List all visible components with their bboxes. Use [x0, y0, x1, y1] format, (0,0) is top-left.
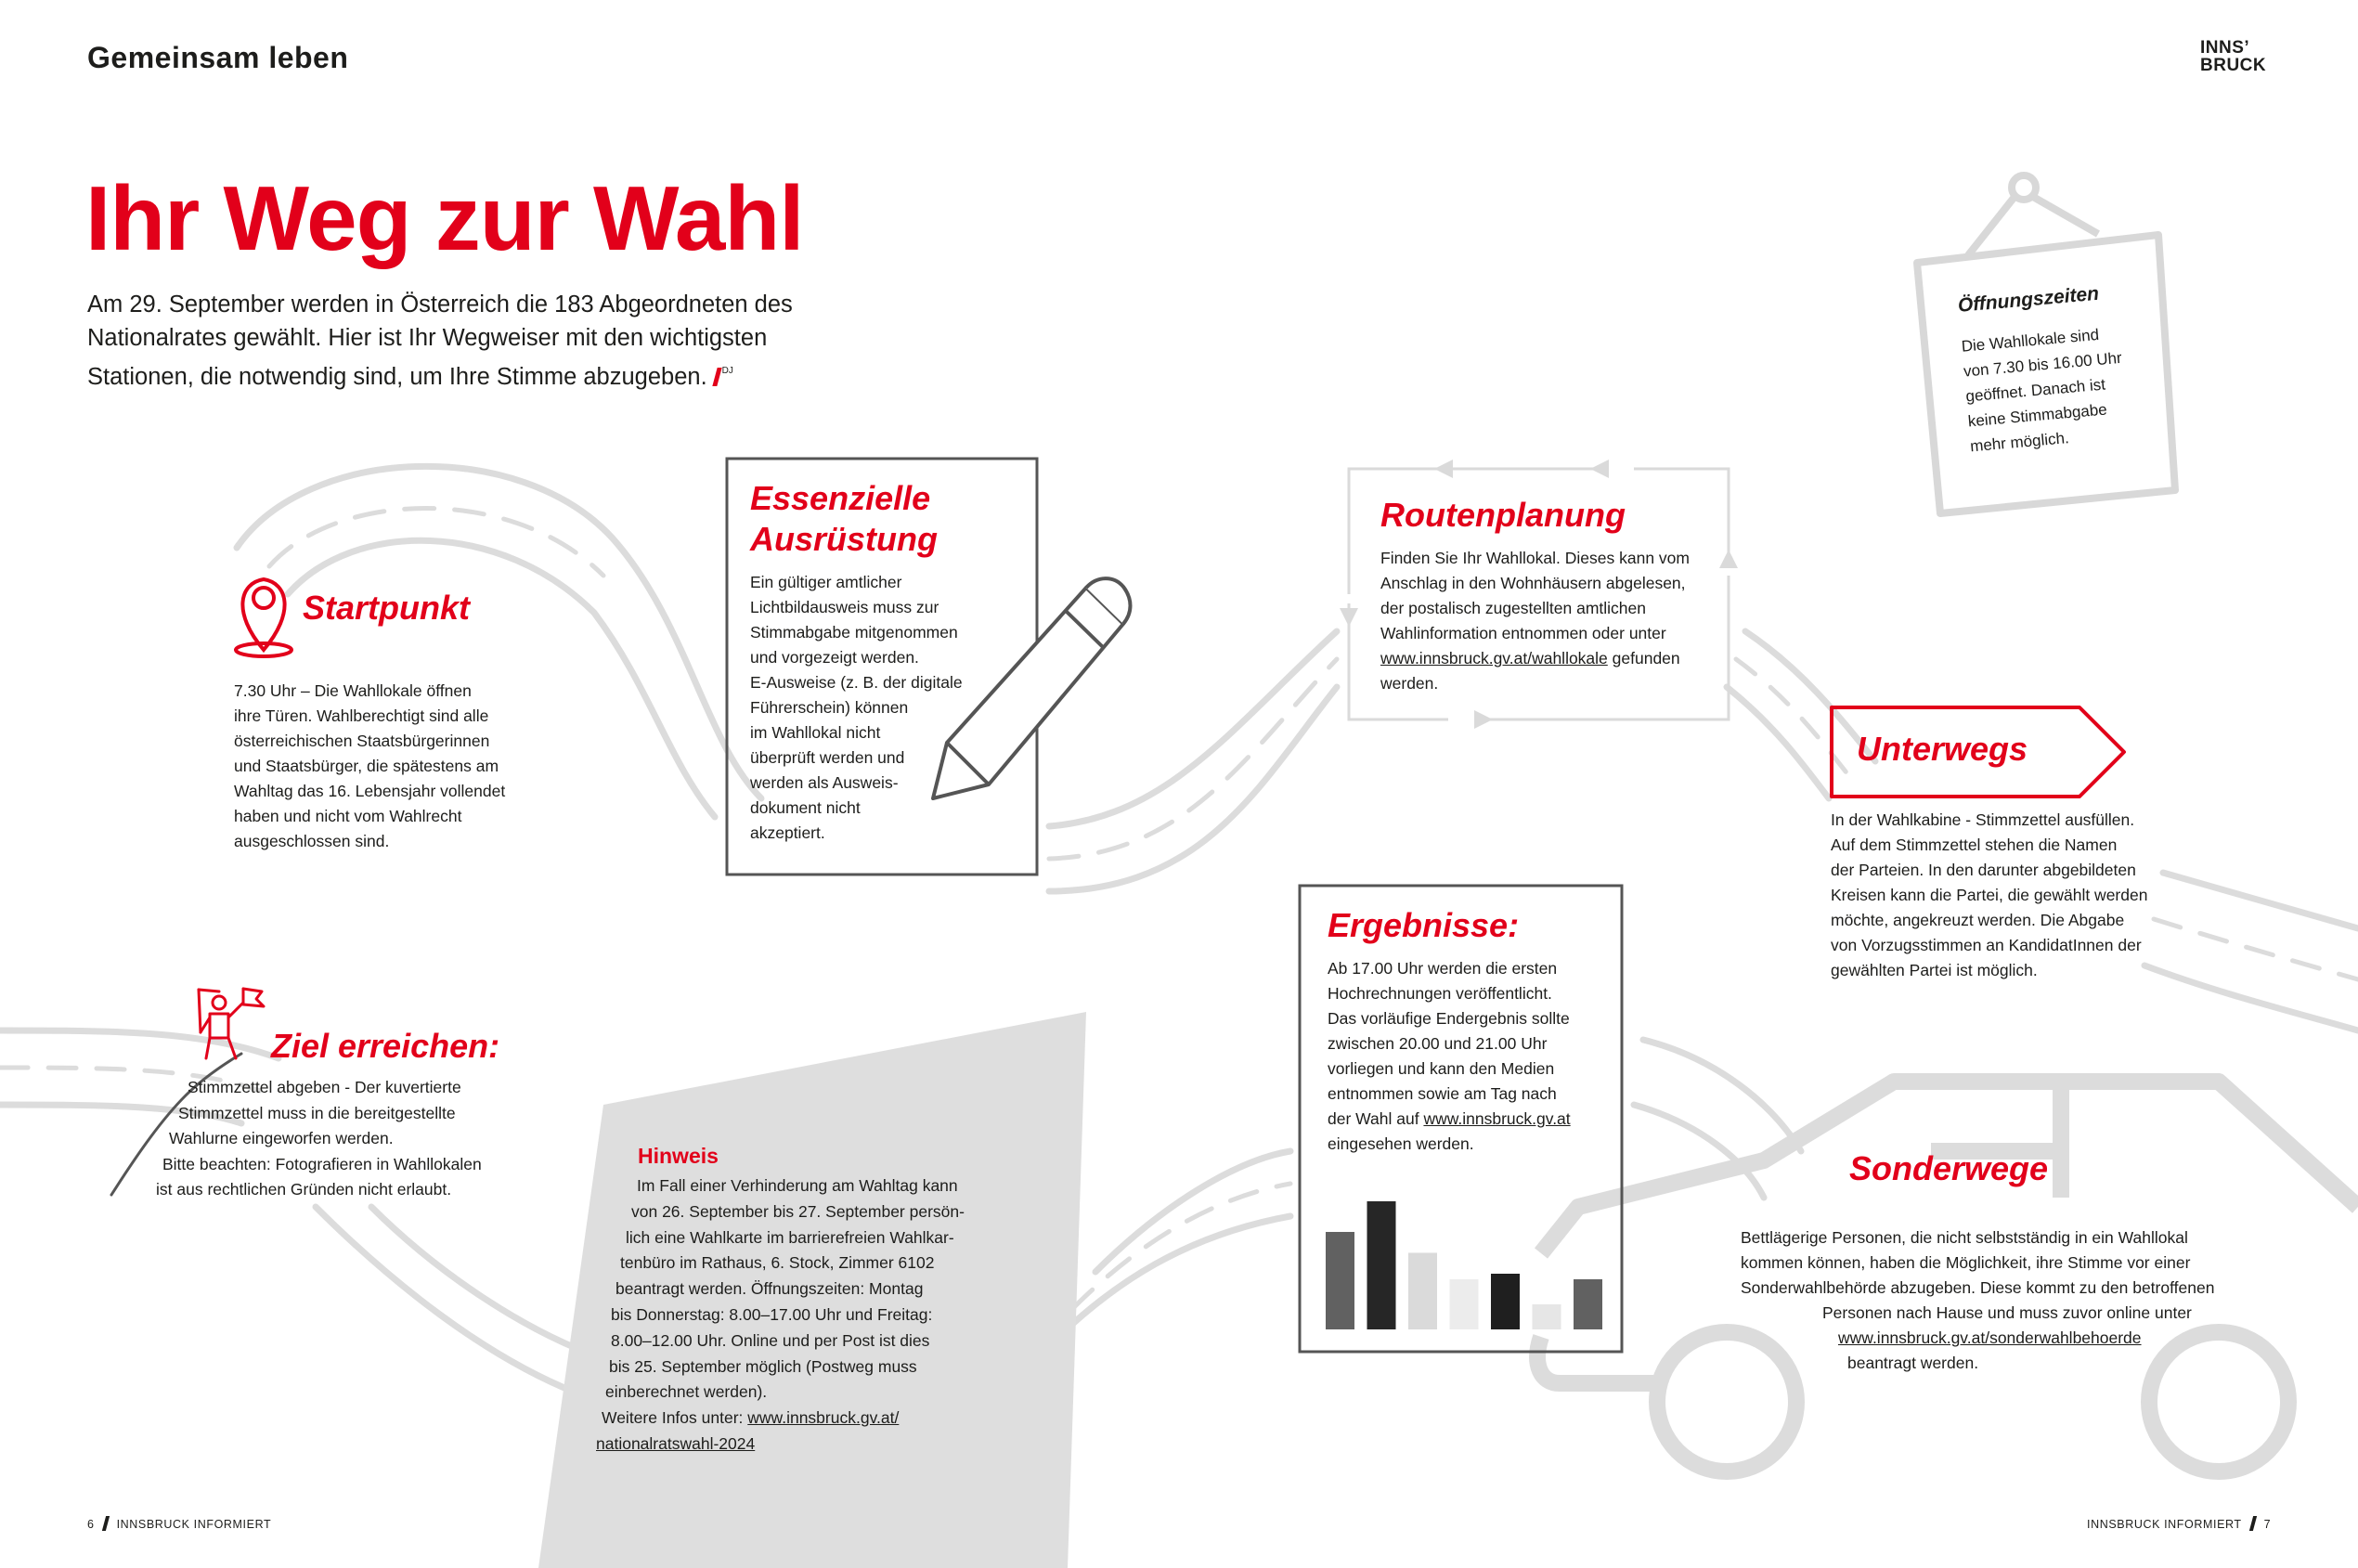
sonderwege-heading: Sonderwege	[1849, 1149, 2049, 1187]
hinweis-heading: Hinweis	[638, 1144, 719, 1168]
footer-left	[87, 1516, 271, 1531]
wahllokale-link[interactable]: www.innsbruck.gv.at/wahllokale	[1380, 649, 1608, 667]
page-number-right: 7	[2263, 1518, 2272, 1531]
intro-end-mark	[712, 368, 721, 386]
footer-divider-right	[2248, 1516, 2256, 1531]
footer-label-right: INNSBRUCK INFORMIERT	[2087, 1518, 2242, 1531]
decorative-bar-6	[1533, 1304, 1561, 1329]
oeffnungszeiten-text: Die Wahllokale sind von 7.30 bis 16.00 Uhr geöffnet. Danach ist keine Stimmabgabe mehr möglich.	[1961, 325, 2123, 456]
page-number-left: 6	[87, 1518, 95, 1531]
hinweis-link[interactable]: www.innsbruck.gv.at/	[747, 1408, 900, 1428]
innsbruck-logo: INNS’ BRUCK	[2200, 38, 2267, 75]
ergebnisse-link[interactable]: www.innsbruck.gv.at	[1423, 1109, 1571, 1128]
hinweis-text: Im Fall einer Verhinderung am Wahltag kann von 26. September bis 27. September persön- lich eine Wahlkarte im barrierefreien Wahlkar- tenbüro im Rathaus, 6. Stock, Zimmer 6102 beantragt werden. Öffnungszeiten: Montag bis Donnerstag: 8.00–17.00 Uhr und Freitag: 8.00–12.00 Uhr. Online und per Post ist dies bis 25. September möglich (Postweg muss einberechnet werden). Weitere Infos unter: www.innsbruck.gv.at/ nationalratswahl-2024	[596, 1176, 965, 1453]
ziel-heading: Ziel erreichen:	[271, 1027, 500, 1065]
sonderwahlbehoerde-link[interactable]: www.innsbruck.gv.at/sonderwahlbehoerde	[1838, 1328, 2142, 1347]
intro-author: DJ	[721, 366, 733, 376]
routenplanung-text: Finden Sie Ihr Wahllokal. Dieses kann vom Anschlag in den Wohnhäusern abgelesen, der postalisch zugestellten amtlichen Wahlinformation entnommen oder unter www.innsbruck.gv.at/wahllokale gefunden werden.	[1380, 549, 1690, 693]
intro-text: Am 29. September werden in Österreich die 183 Abgeordneten des Nationalrates gewählt. Hier ist Ihr Wegweiser mit den wichtigsten Stationen, die notwendig sind, um Ihre Stimme abzugeben. $^{DJ}$	[87, 292, 793, 390]
sonderwege-text: Bettlägerige Personen, die nicht selbstständig in ein Wahllokal kommen können, haben die Möglichkeit, ihre Stimme vor einer Sonderwahlbehörde abzugeben. Diese kommt zu den betroffenen Personen nach Hause und muss zuvor online unter www.innsbruck.gv.at/sonderwahlbehoerde beantragt werden.	[1741, 1228, 2215, 1372]
oeffnungszeiten-sign	[1957, 278, 2175, 460]
ausruestung-heading: Essenzielle Ausrüstung	[750, 479, 938, 558]
page-title: Ihr Weg zur Wahl	[85, 167, 804, 269]
ziel-text: Stimmzettel abgeben - Der kuvertierte Stimmzettel muss in die bereitgestellte Wahlurne eingeworfen werden. Bitte beachten: Fotografieren in Wahllokalen ist aus rechtlichen Gründen nicht erlaubt.	[156, 1078, 482, 1199]
decorative-bar-3	[1408, 1253, 1437, 1330]
decorative-bar-1	[1326, 1232, 1354, 1329]
oeffnungszeiten-heading: Öffnungszeiten	[1957, 282, 2100, 317]
startpunkt-heading: Startpunkt	[303, 589, 470, 627]
ergebnisse-text: Ab 17.00 Uhr werden die ersten Hochrechnungen veröffentlicht. Das vorläufige Endergebnis sollte zwischen 20.00 und 21.00 Uhr vorliegen und kann den Medien entnommen sowie am Tag nach der Wahl auf www.innsbruck.gv.at eingesehen werden.	[1328, 959, 1571, 1153]
section-label: Gemeinsam leben	[87, 41, 349, 74]
decorative-bar-5	[1491, 1274, 1520, 1329]
decorative-bar-2	[1367, 1201, 1396, 1329]
routenplanung-heading: Routenplanung	[1380, 496, 1626, 534]
footer-right	[2087, 1516, 2271, 1531]
hinweis-link-continued[interactable]: nationalratswahl-2024	[596, 1433, 756, 1453]
unterwegs-text: In der Wahlkabine - Stimmzettel ausfüllen. Auf dem Stimmzettel stehen die Namen der Parteien. In den darunter abgebildeten Kreisen kann die Partei, die gewählt werden möchte, angekreuzt werden. Die Abgabe von Vorzugsstimmen an KandidatInnen der gewählten Partei ist möglich.	[1831, 810, 2148, 979]
decorative-bar-4	[1450, 1279, 1479, 1329]
footer-divider-left	[101, 1516, 109, 1531]
footer-label-left: INNSBRUCK INFORMIERT	[116, 1518, 272, 1531]
ausruestung-text: Ein gültiger amtlicher Lichtbildausweis muss zur Stimmabgabe mitgenommen und vorgezeigt werden. E-Ausweise (z. B. der digitale Führerschein) können im Wahllokal nicht überprüft werden und werden als Ausweis- dokument nicht akzeptiert.	[750, 573, 963, 842]
unterwegs-heading: Unterwegs	[1857, 730, 2028, 768]
ergebnisse-heading: Ergebnisse:	[1328, 906, 1520, 944]
startpunkt-text: 7.30 Uhr – Die Wahllokale öffnen ihre Türen. Wahlberechtigt sind alle österreichischen Staatsbürgerinnen und Staatsbürger, die spätestens am Wahltag das 16. Lebensjahr vollendet haben und nicht vom Wahlrecht ausgeschlossen sind.	[234, 681, 506, 850]
decorative-bar-7	[1574, 1279, 1602, 1329]
